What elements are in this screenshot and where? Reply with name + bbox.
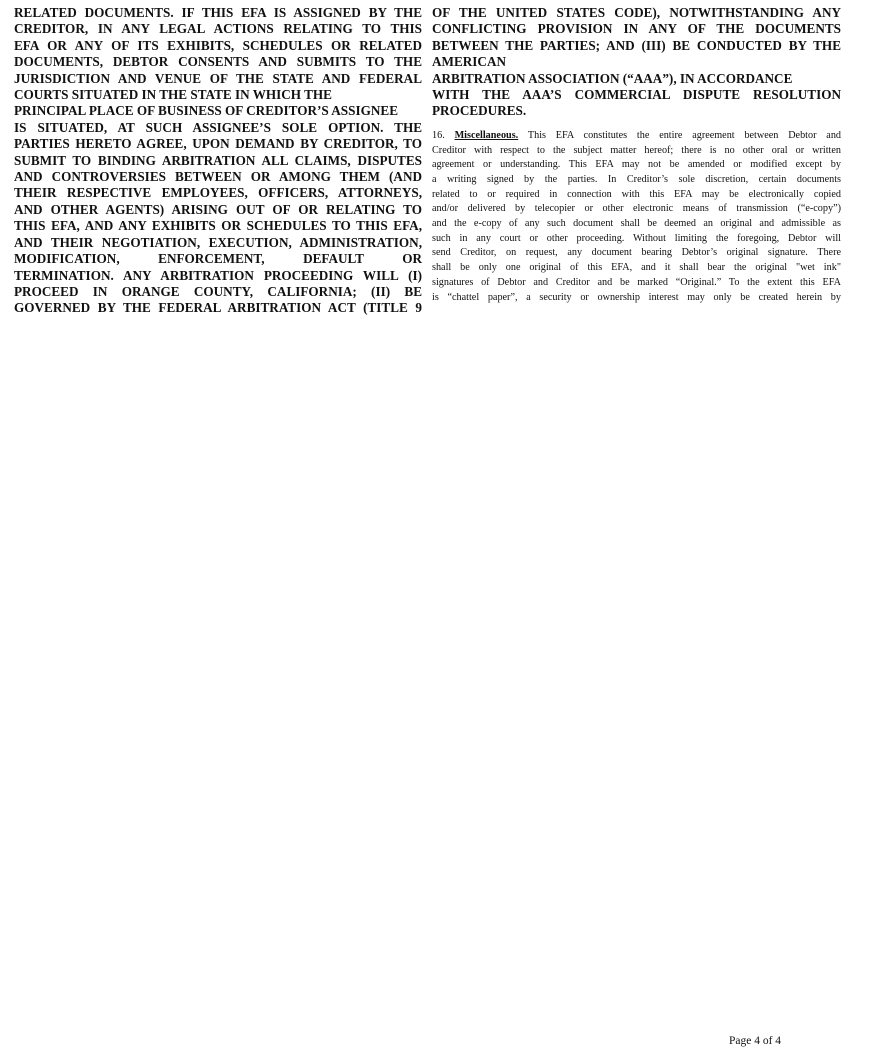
text-line: THEIR RESPECTIVE EMPLOYEES, OFFICERS, ATTORNEYS, <box>14 185 422 201</box>
section-text: This EFA constitutes the entire agreement between Debtor and <box>527 129 842 141</box>
right-column <box>432 5 841 305</box>
text-line: such in any court or other proceeding. Without limiting the foregoing, Debtor will <box>432 232 841 244</box>
left-column <box>14 5 422 317</box>
text-line: CONFLICTING PROVISION IN ANY OF THE DOCUMENTS <box>432 21 841 37</box>
page-number: Page 4 of 4 <box>729 1035 782 1047</box>
text-line: and/or delivered by telecopier or other electronic means of transmission (“e-copy”) <box>432 203 841 215</box>
text-line: PRINCIPAL PLACE OF BUSINESS OF CREDITOR’S ASSIGNEE <box>14 103 398 119</box>
text-line: THIS EFA, AND ANY EXHIBITS OR SCHEDULES TO THIS EFA, <box>14 218 422 234</box>
section-16-miscellaneous <box>432 129 841 305</box>
text-line: COURTS SITUATED IN THE STATE IN WHICH THE <box>14 87 332 103</box>
text-line: IS SITUATED, AT SUCH ASSIGNEE’S SOLE OPTION. THE <box>14 119 422 135</box>
text-line: WITH THE AAA’S COMMERCIAL DISPUTE RESOLUTION <box>432 87 841 103</box>
arbitration-clause-continued <box>432 5 841 120</box>
text-line: GOVERNED BY THE FEDERAL ARBITRATION ACT (TITLE 9 <box>14 300 422 316</box>
text-line: RELATED DOCUMENTS. IF THIS EFA IS ASSIGNED BY THE <box>14 5 422 20</box>
text-line: Creditor with respect to the subject matter hereof; there is no other oral or written <box>432 144 841 156</box>
text-line: a writing signed by the parties. In Creditor’s sole discretion, certain documents <box>432 173 841 185</box>
text-line: is “chattel paper”, a security or ownership interest may only be created herein by <box>432 291 841 303</box>
text-line: MODIFICATION, ENFORCEMENT, DEFAULT OR <box>14 251 422 267</box>
text-line: and the e-copy of any such document shall be deemed an original and admissible as <box>432 218 841 230</box>
text-line: JURISDICTION AND VENUE OF THE STATE AND FEDERAL <box>14 70 422 86</box>
text-line: send Creditor, on request, any document bearing Debtor’s original signature. There <box>432 247 841 259</box>
section-heading: Miscellaneous. <box>454 129 519 141</box>
text-line: OF THE UNITED STATES CODE), NOTWITHSTANDING ANY <box>432 5 841 20</box>
section-number: 16. <box>432 129 445 141</box>
text-line: agreement or understanding. This EFA may not be amended or modified except by <box>432 159 841 171</box>
text-line: PROCEED IN ORANGE COUNTY, CALIFORNIA; (II) BE <box>14 283 422 299</box>
text-line: CREDITOR, IN ANY LEGAL ACTIONS RELATING TO THIS <box>14 21 422 37</box>
text-line: AND THEIR NEGOTIATION, EXECUTION, ADMINISTRATION, <box>14 234 422 250</box>
text-line: PROCEDURES. <box>432 103 527 119</box>
text-line <box>432 129 841 144</box>
text-line: DOCUMENTS, DEBTOR CONSENTS AND SUBMITS TO THE <box>14 54 422 70</box>
text-line: PARTIES HERETO AGREE, UPON DEMAND BY CREDITOR, TO <box>14 136 422 152</box>
text-line: AMERICAN <box>432 54 506 70</box>
text-line: related to or required in connection with this EFA may be electronically copied <box>432 188 841 200</box>
text-line: AND OTHER AGENTS) ARISING OUT OF OR RELATING TO <box>14 201 422 217</box>
text-line: ARBITRATION ASSOCIATION (“AAA”), IN ACCORDANCE <box>432 70 793 86</box>
text-line: TERMINATION. ANY ARBITRATION PROCEEDING WILL (I) <box>14 267 422 283</box>
text-line: shall be only one original of this EFA, and it shall bear the original "wet ink" <box>432 262 841 274</box>
text-line: signatures of Debtor and Creditor and be marked “Original.” To the extent this EFA <box>432 276 841 288</box>
text-line: SUBMIT TO BINDING ARBITRATION ALL CLAIMS, DISPUTES <box>14 152 422 168</box>
text-line: AND CONTROVERSIES BETWEEN OR AMONG THEM (AND <box>14 169 422 185</box>
text-line: BETWEEN THE PARTIES; AND (III) BE CONDUCTED BY THE <box>432 37 841 53</box>
text-line: EFA OR ANY OF ITS EXHIBITS, SCHEDULES OR RELATED <box>14 37 422 53</box>
